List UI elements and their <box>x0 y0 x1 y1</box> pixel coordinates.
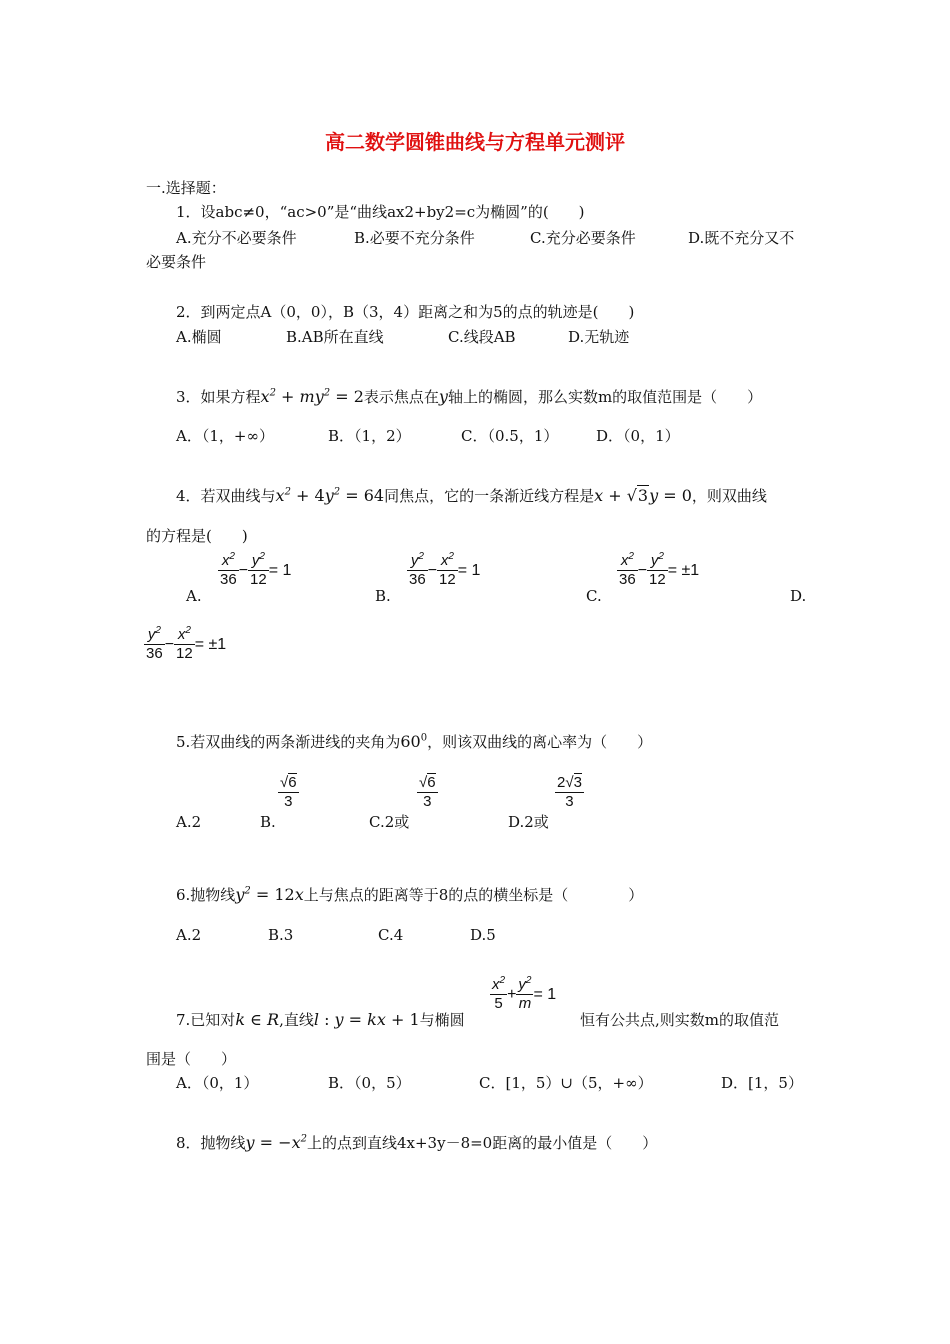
q2-option-d: D.无轨迹 <box>568 328 630 346</box>
q8-parabola-equation: $y = -x^2$ <box>245 1133 307 1152</box>
q7-option-c: C．[1，5）∪（5，+∞） <box>479 1074 653 1092</box>
q6-option-a: A.2 <box>176 926 202 944</box>
q8-stem-post: 上的点到直线4x+3y－8=0距离的最小值是（ ） <box>306 1134 658 1152</box>
q7-option-b: B．（0，5） <box>328 1074 411 1092</box>
q7-option-a: A．（0，1） <box>176 1074 259 1092</box>
q3-stem-post: 轴上的椭圆，那么实数m的取值范围是（ ） <box>447 388 763 406</box>
q3-equation: $x^2 + my^2 = 2$ <box>260 387 364 406</box>
q3-stem <box>176 387 762 407</box>
q1-option-c: C.充分必要条件 <box>530 229 636 247</box>
q7-stem-mid1: ,直线 <box>279 1011 314 1029</box>
q5-option-a: A.2 <box>176 813 202 831</box>
q7-line-name: l : y = kx + 1 <box>313 1010 420 1029</box>
q4-option-c-formula: $\frac{x^2}{36}$ − $\frac{y^2}{12}$ = ±1 <box>619 551 700 588</box>
q5-option-c-label: C.2或 <box>369 813 410 831</box>
q4-stem-line2: 的方程是( ) <box>146 527 248 545</box>
q4-stem-mid: 同焦点，它的一条渐近线方程是 <box>384 487 595 505</box>
q6-stem <box>176 885 643 905</box>
q8-stem-pre: 8．抛物线 <box>176 1134 246 1152</box>
q7-ellipse-formula: $\frac{x^2}{5}$ + $\frac{y^2}{m}$ = 1 <box>492 975 557 1012</box>
q4-stem <box>176 486 767 506</box>
q2-option-c: C.线段AB <box>448 328 516 346</box>
q4-option-d-label: D. <box>790 587 807 605</box>
q1-option-a: A.充分不必要条件 <box>176 229 297 247</box>
q1-option-d: D.既不充分又不 <box>688 229 795 247</box>
q4-option-c-label: C. <box>586 587 602 605</box>
q7-option-d: D．[1，5） <box>721 1074 803 1092</box>
q6-option-b: B.3 <box>268 926 294 944</box>
q1-stem: 1．设abc≠0，“ac>0”是“曲线ax2+by2=c为椭圆”的( ) <box>176 203 585 221</box>
q4-option-b-formula: $\frac{y^2}{36}$ − $\frac{x^2}{12}$ = 1 <box>409 551 481 588</box>
q4-asymptote-equation: x + √3y = 0 <box>594 486 692 505</box>
q6-parabola-equation: $y^2 = 12x$ <box>235 885 304 904</box>
section-heading: 一.选择题： <box>146 179 226 197</box>
q7-k-in-r: k ∈ R <box>235 1010 280 1029</box>
q4-ellipse-equation: $x^2 + 4y^2 = 64$ <box>275 486 385 505</box>
q4-option-b-label: B. <box>375 587 391 605</box>
q3-option-b: B．（1，2） <box>328 427 411 445</box>
page-title: 高二数学圆锥曲线与方程单元测评 <box>325 130 625 154</box>
q4-option-a-formula: $\frac{x^2}{36}$ − $\frac{y^2}{12}$ = 1 <box>220 551 292 588</box>
q6-option-c: C.4 <box>378 926 404 944</box>
q3-stem-mid: 表示焦点在 <box>363 388 439 406</box>
q6-option-d: D.5 <box>470 926 496 944</box>
q5-option-c-formula: $\frac{√6}{3}$ <box>419 774 436 810</box>
q5-angle: $60^0$ <box>400 732 428 751</box>
q4-stem-pre: 4．若双曲线与 <box>176 487 276 505</box>
q6-stem-pre: 6.抛物线 <box>176 886 236 904</box>
q1-option-b: B.必要不充分条件 <box>354 229 475 247</box>
q5-option-d-formula: $\frac{2√3}{3}$ <box>557 774 582 810</box>
q5-stem <box>176 732 652 752</box>
q1-option-d-continued: 必要条件 <box>146 253 207 271</box>
q7-stem <box>176 1010 465 1030</box>
q2-option-a: A.椭圆 <box>176 328 222 346</box>
q5-stem-post: ，则该双曲线的离心率为（ ） <box>427 733 653 751</box>
q7-stem-mid2: 与椭圆 <box>419 1011 465 1029</box>
q7-stem-pre: 7.已知对 <box>176 1011 236 1029</box>
q3-axis-y: y <box>438 387 448 406</box>
q7-stem-line2: 围是（ ） <box>146 1050 237 1068</box>
q5-option-b-label: B. <box>260 813 276 831</box>
q3-option-d: D．（0，1） <box>596 427 680 445</box>
q5-option-b-formula: $\frac{√6}{3}$ <box>280 774 297 810</box>
q4-option-a-label: A. <box>186 587 202 605</box>
q4-stem-post: ，则双曲线 <box>691 487 767 505</box>
q8-stem <box>176 1133 657 1153</box>
q3-option-c: C．（0.5，1） <box>461 427 559 445</box>
q7-stem-post: 恒有公共点,则实数m的取值范 <box>580 1011 779 1029</box>
q4-option-d-formula: $\frac{y^2}{36}$ − $\frac{x^2}{12}$ = ±1 <box>146 625 227 662</box>
q3-stem-pre: 3．如果方程 <box>176 388 261 406</box>
q3-option-a: A．（1，+∞） <box>176 427 274 445</box>
q6-stem-post: 上与焦点的距离等于8的点的横坐标是（ ） <box>303 886 644 904</box>
q5-option-d-label: D.2或 <box>508 813 549 831</box>
q2-stem: 2．到两定点A（0，0），B（3，4）距离之和为5的点的轨迹是( ) <box>176 303 635 321</box>
q2-option-b: B.AB所在直线 <box>286 328 384 346</box>
q5-stem-pre: 5.若双曲线的两条渐进线的夹角为 <box>176 733 401 751</box>
